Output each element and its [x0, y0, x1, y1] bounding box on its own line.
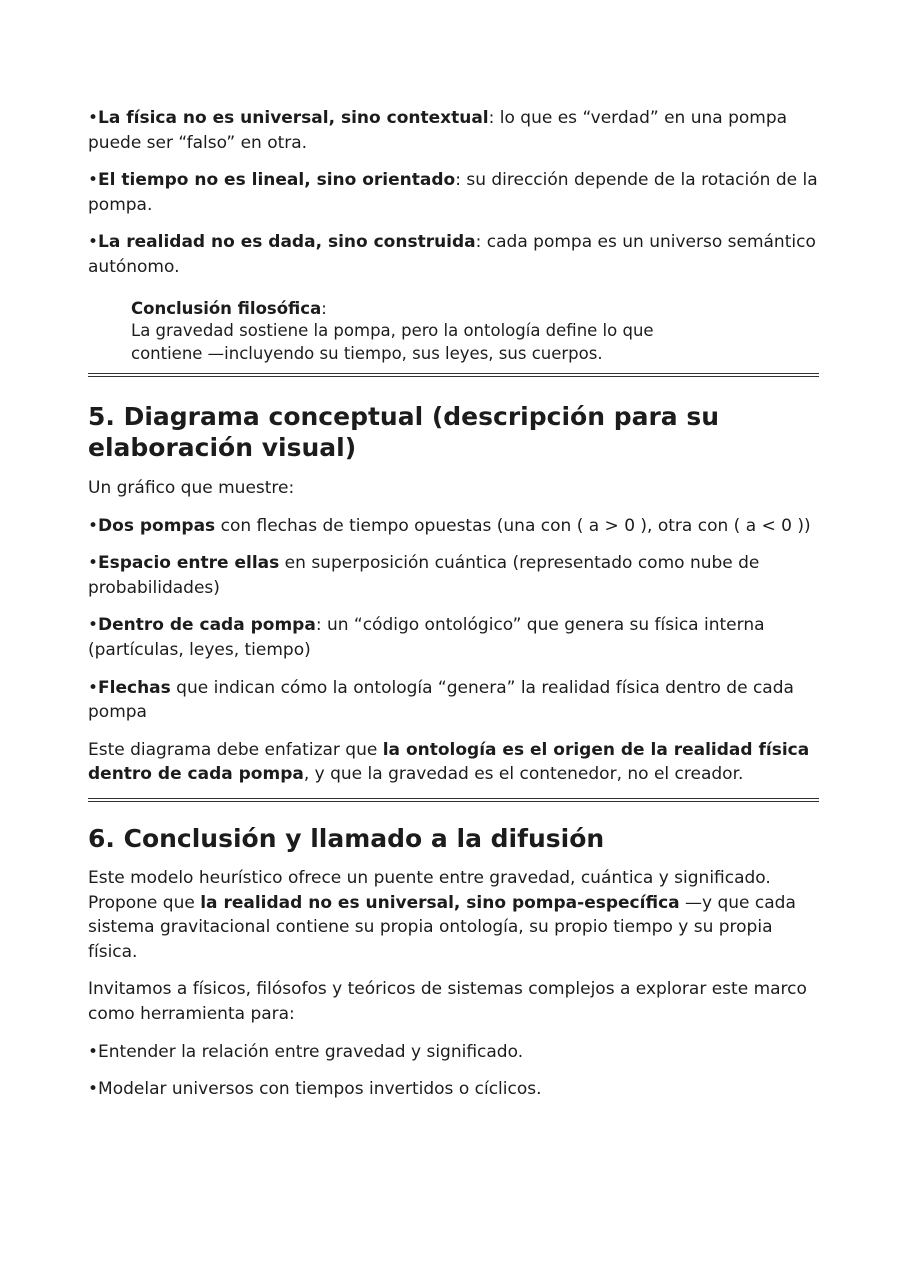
section-6-paragraph-1 — [88, 866, 819, 964]
section-6-heading: 6. Conclusión y llamado a la difusión — [88, 824, 605, 853]
section-5-intro: Un gráfico que muestre: — [88, 478, 295, 499]
bullet-mark: • — [88, 1041, 99, 1062]
bullet-mark: • — [88, 615, 99, 636]
bullet-model-universes — [88, 1077, 819, 1102]
closing-text: Este diagrama debe enfatizar que — [88, 739, 383, 760]
bullet-space-between — [88, 551, 819, 600]
quote-line-2: contiene —incluyendo su tiempo, sus leyes, sus cuerpos. — [131, 343, 603, 363]
bullet-physics-contextual — [88, 106, 819, 155]
bullet-text: : un “código ontológico” que genera su física interna (partículas, leyes, tiempo) — [88, 615, 765, 661]
bullet-bold: Flechas — [98, 677, 171, 698]
bullet-bold: La realidad no es dada, sino construida — [98, 232, 476, 253]
paragraph-text: Este modelo heurístico ofrece un puente entre gravedad, cuántica y significado. Propone que — [88, 868, 771, 913]
bullet-reality-constructed — [88, 230, 819, 279]
bullet-arrows — [88, 676, 819, 725]
paragraph-bold: la realidad no es universal, sino pompa-específica — [200, 892, 680, 913]
closing-text-end: , y que la gravedad es el contenedor, no el creador. — [303, 764, 744, 785]
bullet-text: en superposición cuántica (representado como nube de probabilidades) — [88, 553, 760, 598]
bullet-bold: El tiempo no es lineal, sino orientado — [98, 170, 456, 191]
bullet-inside-bubble — [88, 613, 819, 662]
bullet-text: Modelar universos con tiempos invertidos o cíclicos. — [98, 1079, 542, 1100]
bullet-mark: • — [88, 553, 99, 574]
horizontal-divider — [88, 798, 819, 802]
horizontal-divider — [88, 373, 819, 377]
bullet-understand-relation — [88, 1040, 819, 1065]
bullet-bold: Dentro de cada pompa — [98, 615, 316, 636]
bullet-mark: • — [88, 232, 99, 253]
bullet-mark: • — [88, 515, 99, 536]
bullet-bold: La física no es universal, sino contextual — [98, 108, 489, 128]
conclusion-blockquote — [131, 298, 819, 366]
bullet-mark: • — [88, 677, 99, 698]
quote-colon: : — [321, 298, 327, 318]
quote-label: Conclusión filosófica — [131, 298, 322, 318]
bullet-mark: • — [88, 1079, 99, 1100]
bullet-bold: Espacio entre ellas — [98, 553, 280, 574]
bullet-text: con flechas de tiempo opuestas (una con ( a > 0 ), otra con ( a < 0 )) — [215, 515, 811, 536]
closing-bold: la ontología es el origen de la realidad física dentro de cada pompa — [88, 739, 810, 785]
bullet-text: Entender la relación entre gravedad y significado. — [98, 1041, 524, 1062]
section-5-heading: 5. Diagrama conceptual (descripción para su elaboración visual) — [88, 402, 720, 463]
bullet-mark: • — [88, 108, 99, 128]
quote-line-1: La gravedad sostiene la pompa, pero la ontología define lo que — [131, 321, 654, 341]
bullet-text: : su dirección depende de la rotación de la pompa. — [88, 170, 818, 215]
section-5-closing — [88, 738, 819, 787]
paragraph-text-end: —y que cada sistema gravitacional contiene su propia ontología, su propio tiempo y su propia física. — [88, 892, 796, 962]
section-6-paragraph-2: Invitamos a físicos, filósofos y teóricos de sistemas complejos a explorar este marco como herramienta para: — [88, 979, 807, 1024]
bullet-text: : cada pompa es un universo semántico autónomo. — [88, 232, 816, 277]
bullet-text: : lo que es “verdad” en una pompa puede ser “falso” en otra. — [88, 108, 788, 153]
bullet-two-bubbles — [88, 514, 819, 539]
bullet-text: que indican cómo la ontología “genera” la realidad física dentro de cada pompa — [88, 677, 794, 723]
bullet-time-oriented — [88, 168, 819, 217]
bullet-bold: Dos pompas — [98, 515, 216, 536]
document-page — [88, 106, 819, 1115]
bullet-mark: • — [88, 170, 99, 191]
